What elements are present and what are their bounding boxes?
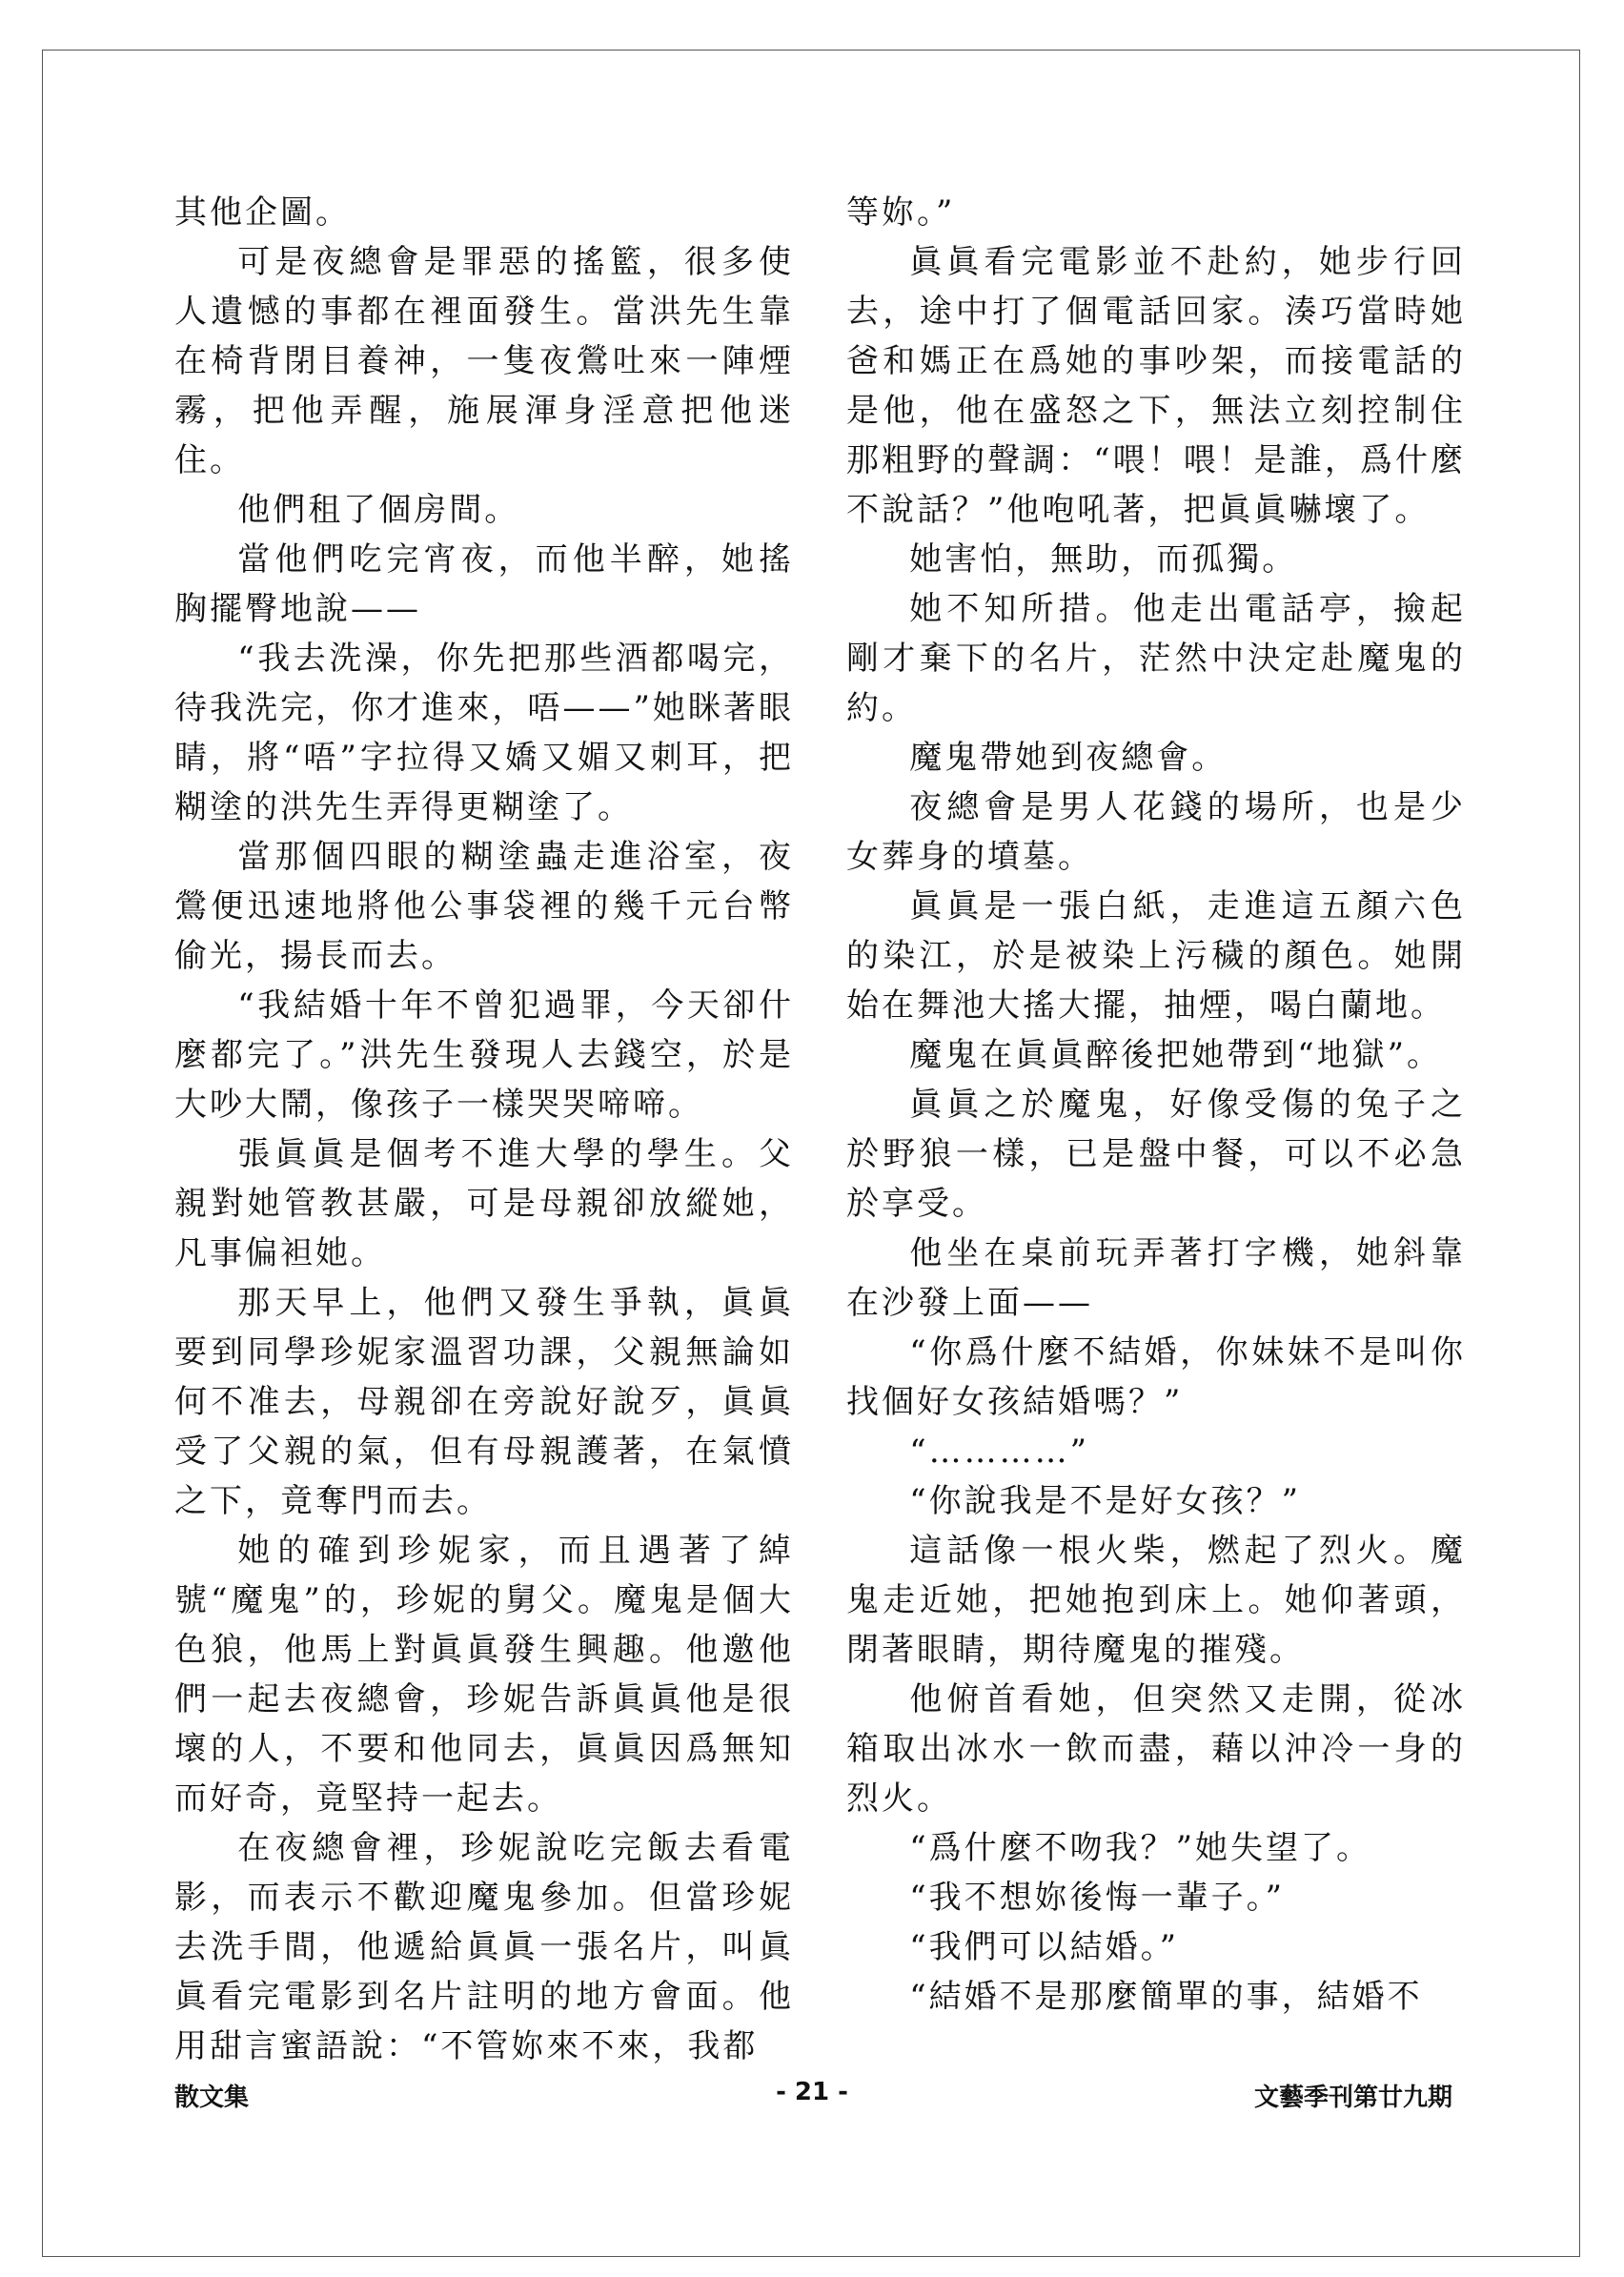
- paragraph: 在夜總會裡，珍妮說吃完飯去看電影，而表示不歡迎魔鬼參加。但當珍妮去洗手間，他遞給眞眞一張名片，叫眞眞看完電影到名片註明的地方會面。他用甜言蜜語說：“不管妳來不來，我都: [174, 1829, 794, 2065]
- paragraph: “我們可以結婚。”: [909, 1928, 1180, 1966]
- paragraph: “爲什麼不吻我？”她失望了。: [909, 1829, 1372, 1867]
- paragraph: “…………”: [909, 1433, 1090, 1471]
- paragraph: “我不想妳後悔一輩子。”: [909, 1879, 1286, 1917]
- paragraph: 魔鬼帶她到夜總會。: [909, 739, 1228, 777]
- paragraph: 等妳。”: [846, 193, 956, 232]
- paragraph: 眞眞之於魔鬼，好像受傷的兔子之於野狼一樣，已是盤中餐，可以不必急於享受。: [846, 1086, 1466, 1223]
- paragraph: 其他企圖。: [174, 193, 351, 232]
- paragraph: 他坐在桌前玩弄著打字機，她斜靠在沙發上面——: [846, 1234, 1466, 1322]
- paragraph: “你爲什麼不結婚，你妹妹不是叫你找個好女孩結婚嗎？”: [846, 1333, 1466, 1421]
- paragraph: 夜總會是男人花錢的場所，也是少女葬身的墳墓。: [846, 788, 1466, 876]
- paragraph: 張眞眞是個考不進大學的學生。父親對她管教甚嚴，可是母親卻放縱她，凡事偏袒她。: [174, 1135, 794, 1272]
- paragraph: “我去洗澡，你先把那些酒都喝完，待我洗完，你才進來，唔——”她眯著眼睛，將“唔”字拉得又嬌又媚又刺耳，把糊塗的洪先生弄得更糊塗了。: [174, 640, 794, 826]
- left-column: [174, 188, 794, 2071]
- paragraph: “你說我是不是好女孩？”: [909, 1482, 1302, 1520]
- paragraph: 這話像一根火柴，燃起了烈火。魔鬼走近她，把她抱到床上。她仰著頭，閉著眼睛，期待魔鬼的摧殘。: [846, 1532, 1466, 1669]
- paragraph: 可是夜總會是罪惡的搖籃，很多使人遺憾的事都在裡面發生。當洪先生靠在椅背閉目養神，一隻夜鶯吐來一陣煙霧，把他弄醒，施展渾身淫意把他迷住。: [174, 243, 794, 479]
- paragraph: 眞眞是一張白紙，走進這五顏六色的染江，於是被染上污穢的顏色。她開始在舞池大搖大擺，抽煙，喝白蘭地。: [846, 887, 1466, 1025]
- paragraph: 他們租了個房間。: [237, 491, 520, 529]
- paragraph: 她害怕，無助，而孤獨。: [909, 540, 1298, 579]
- footer-section-title: 散文集: [174, 2084, 250, 2112]
- footer-page-number: - 21 -: [776, 2078, 848, 2106]
- footer-journal-issue: 文藝季刊第廿九期: [1253, 2084, 1452, 2112]
- paragraph: 魔鬼在眞眞醉後把她帶到“地獄”。: [909, 1036, 1443, 1074]
- paragraph: 她的確到珍妮家，而且遇著了綽號“魔鬼”的，珍妮的舅父。魔鬼是個大色狼，他馬上對眞眞發生興趣。他邀他們一起去夜總會，珍妮告訴眞眞他是很壞的人，不要和他同去，眞眞因爲無知而好奇，竟堅持一起去。: [174, 1532, 794, 1818]
- right-column: [846, 188, 1466, 2022]
- paragraph: “我結婚十年不曾犯過罪，今天卻什麼都完了。”洪先生發現人去錢空，於是大吵大鬧，像孩子一樣哭哭啼啼。: [174, 986, 794, 1124]
- paragraph: “結婚不是那麼簡單的事，結婚不: [909, 1978, 1423, 2016]
- paragraph: 她不知所措。他走出電話亭，撿起剛才棄下的名片，茫然中決定赴魔鬼的約。: [846, 590, 1466, 727]
- paragraph: 眞眞看完電影並不赴約，她步行回去，途中打了個電話回家。湊巧當時她爸和媽正在爲她的事吵架，而接電話的是他，他在盛怒之下，無法立刻控制住那粗野的聲調：“喂！喂！是誰，爲什麼不說話？”他咆吼著，把眞眞嚇壞了。: [846, 243, 1466, 529]
- paragraph: 那天早上，他們又發生爭執，眞眞要到同學珍妮家溫習功課，父親無論如何不准去，母親卻在旁說好說歹，眞眞受了父親的氣，但有母親護著，在氣憤之下，竟奪門而去。: [174, 1284, 794, 1520]
- paragraph: 當他們吃完宵夜，而他半醉，她搖胸擺臀地說——: [174, 540, 794, 628]
- paragraph: 當那個四眼的糊塗蟲走進浴室，夜鶯便迅速地將他公事袋裡的幾千元台幣偷光，揚長而去。: [174, 838, 794, 975]
- paragraph: 他俯首看她，但突然又走開，從冰箱取出冰水一飲而盡，藉以沖冷一身的烈火。: [846, 1680, 1466, 1818]
